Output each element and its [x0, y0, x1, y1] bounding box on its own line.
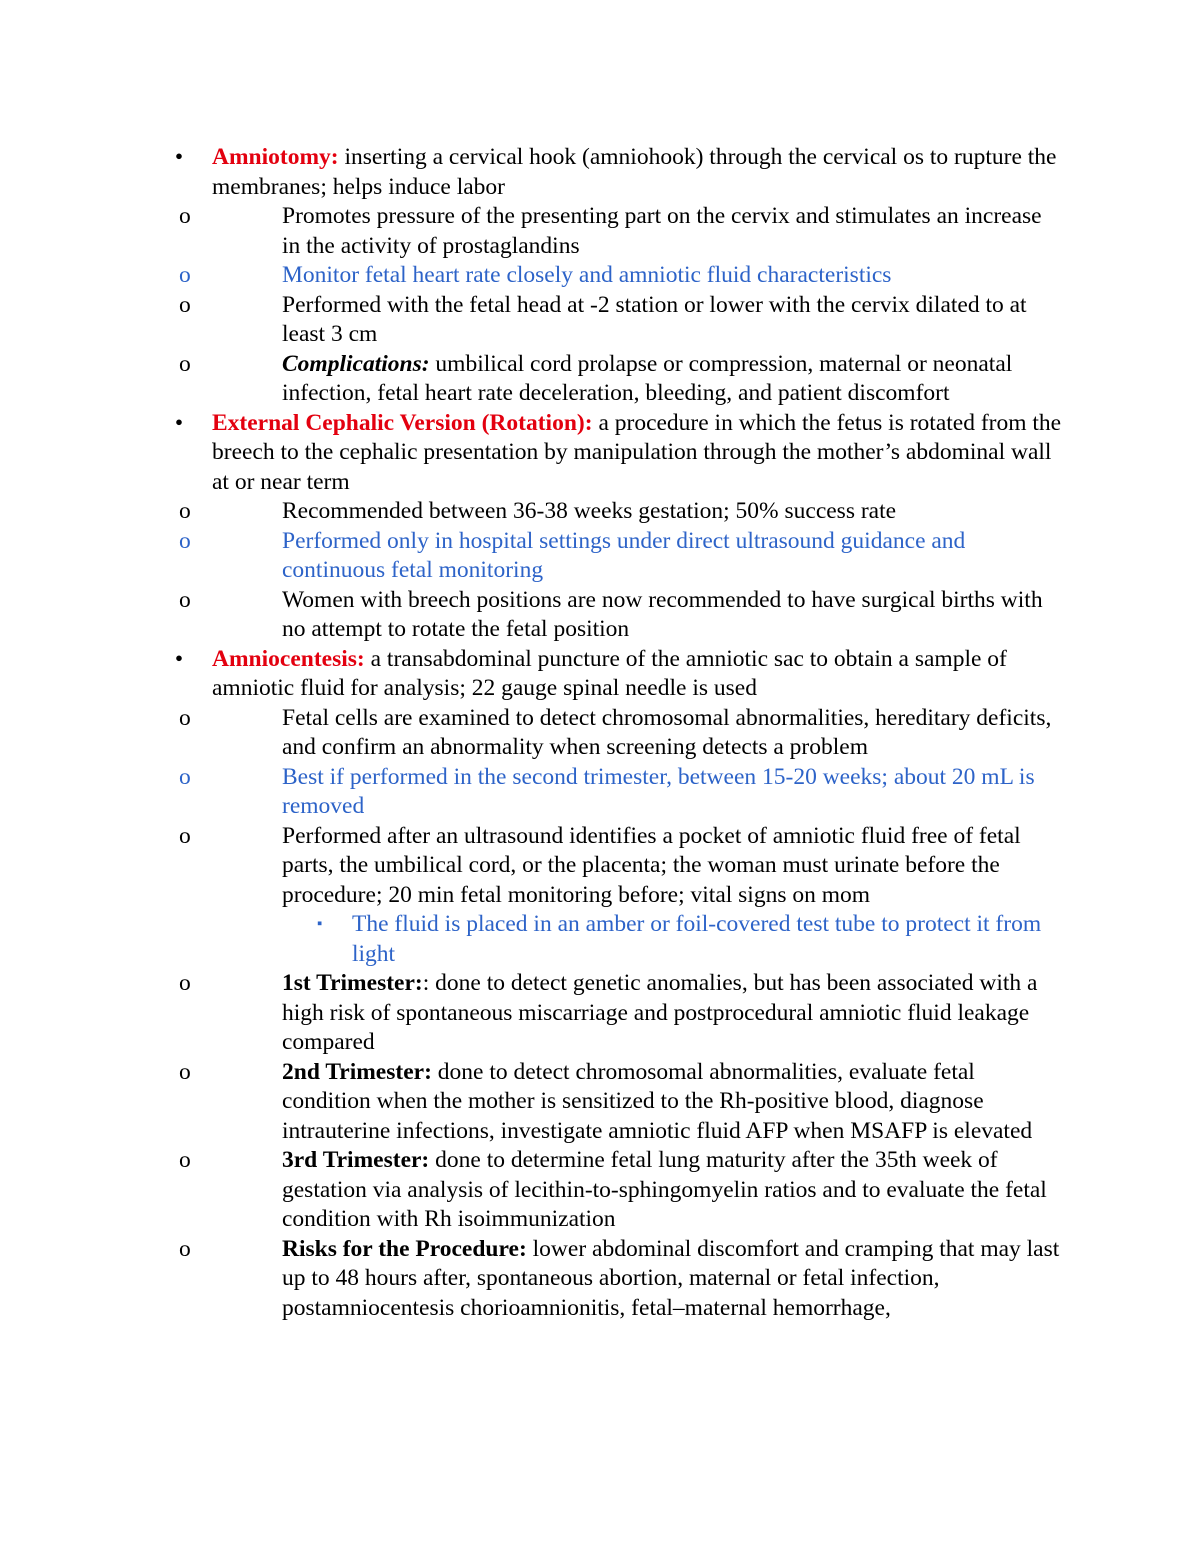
sub-item-label: 3rd Trimester: [282, 1147, 430, 1173]
sub-item-text: Performed after an ultrasound identifies a pocket of amniotic fluid free of fetal parts, the umbilical cord, or the placenta; the woman must urinate before the procedure; 20 min fetal monitoring before; vital signs on mom [282, 822, 1021, 908]
definition-text: a transabdominal puncture of the amniotic sac to obtain a sample of amniotic fluid for analysis; 22 gauge spinal needle is used [212, 645, 1007, 701]
sub-item-text: Performed with the fetal head at -2 station or lower with the cervix dilated to at least 3 cm [282, 291, 1027, 347]
bullet-list [0, 143, 1200, 1323]
definition-text: a procedure in which the fetus is rotated from the breech to the cephalic presentation by manipulation through the mother’s abdominal wall at or near term [212, 409, 1062, 495]
sub-item-text: umbilical cord prolapse or compression, maternal or neonatal infection, fetal heart rate deceleration, bleeding, and patient discomfort [282, 350, 1013, 406]
bullet-disc: • [174, 645, 184, 672]
sub-sub-item-highlight [212, 910, 1065, 969]
document-page [0, 143, 1200, 1323]
sub-item [142, 350, 1065, 409]
sub-item [142, 1058, 1065, 1147]
sub-sub-item-text: The fluid is placed in an amber or foil-covered test tube to protect it from light [352, 911, 1042, 967]
sub-item-text: done to determine fetal lung maturity after the 35th week of gestation via analysis of lecithin-to-sphingomyelin ratios and to evaluate the fetal condition with Rh isoimmunization [282, 1147, 1047, 1232]
sub-list [142, 704, 1065, 1324]
term-external-cephalic-version: External Cephalic Version (Rotation): [212, 409, 593, 436]
sub-item-label: 1st Trimester: [282, 970, 423, 996]
bullet-circle: o [179, 1058, 191, 1085]
sub-item-text: done to detect chromosomal abnormalities, evaluate fetal condition when the mother is sensitized to the Rh-positive blood, diagnose intrauterine infections, investigate amniotic fluid AFP when MSAFP is elevated [282, 1058, 1033, 1144]
sub-item [142, 202, 1065, 261]
bullet-circle: o [179, 586, 191, 613]
sub-item-label: Complications: [282, 350, 430, 377]
definition-text: inserting a cervical hook (amniohook) through the cervical os to rupture the membranes; helps induce labor [212, 144, 1057, 200]
list-item-amniocentesis [0, 645, 1200, 1324]
sub-item-label: Risks for the Procedure: [282, 1235, 527, 1262]
sub-item-text: Recommended between 36-38 weeks gestation; 50% success rate [282, 498, 897, 524]
bullet-circle: o [179, 291, 191, 318]
sub-sub-list [212, 910, 1065, 969]
bullet-circle: o [179, 970, 191, 996]
sub-item-highlight [142, 763, 1065, 822]
sub-list [142, 497, 1065, 645]
term-amniotomy: Amniotomy: [212, 144, 339, 170]
sub-item-text: Best if performed in the second trimester, between 15-20 weeks; about 20 mL is removed [282, 763, 1035, 819]
sub-item [142, 822, 1065, 970]
bullet-circle: o [179, 262, 191, 288]
bullet-circle: o [179, 527, 191, 554]
sub-item [142, 1146, 1065, 1235]
sub-item-text: Fetal cells are examined to detect chromosomal abnormalities, hereditary deficits, and confirm an abnormality when screening detects a problem [282, 704, 1052, 760]
sub-list [142, 202, 1065, 409]
bullet-square: ▪ [317, 916, 323, 932]
sub-item-text: Promotes pressure of the presenting part on the cervix and stimulates an increase in the activity of prostaglandins [282, 203, 1042, 259]
sub-item-highlight [142, 527, 1065, 586]
bullet-circle: o [179, 498, 191, 524]
sub-item-highlight [142, 261, 1065, 291]
sub-item-text: Monitor fetal heart rate closely and amniotic fluid characteristics [282, 262, 892, 288]
bullet-circle: o [179, 1147, 191, 1173]
sub-item [142, 704, 1065, 763]
sub-item-text: : done to detect genetic anomalies, but has been associated with a high risk of spontaneous miscarriage and postprocedural amniotic fluid leakage compared [282, 970, 1038, 1055]
sub-item [142, 291, 1065, 350]
bullet-circle: o [179, 203, 191, 229]
term-amniocentesis: Amniocentesis: [212, 645, 365, 672]
list-item-amniotomy [0, 143, 1200, 409]
sub-item-text: lower abdominal discomfort and cramping that may last up to 48 hours after, spontaneous abortion, maternal or fetal infection, postamniocentesis chorioamnionitis, fetal–maternal hemorrhage, [282, 1235, 1060, 1321]
sub-item-label: 2nd Trimester: [282, 1058, 432, 1085]
sub-item-text: Performed only in hospital settings under direct ultrasound guidance and continuous fetal monitoring [282, 527, 966, 583]
bullet-circle: o [179, 704, 191, 731]
bullet-circle: o [179, 1235, 191, 1262]
sub-item [142, 497, 1065, 527]
sub-item [142, 969, 1065, 1058]
sub-item-text: Women with breech positions are now recommended to have surgical births with no attempt to rotate the fetal position [282, 586, 1043, 642]
list-item-external-cephalic-version [0, 409, 1200, 645]
sub-item [142, 586, 1065, 645]
bullet-circle: o [179, 350, 191, 377]
bullet-circle: o [179, 822, 191, 849]
bullet-circle: o [179, 763, 191, 790]
bullet-disc: • [174, 144, 184, 170]
bullet-disc: • [174, 409, 184, 436]
sub-item [142, 1235, 1065, 1324]
